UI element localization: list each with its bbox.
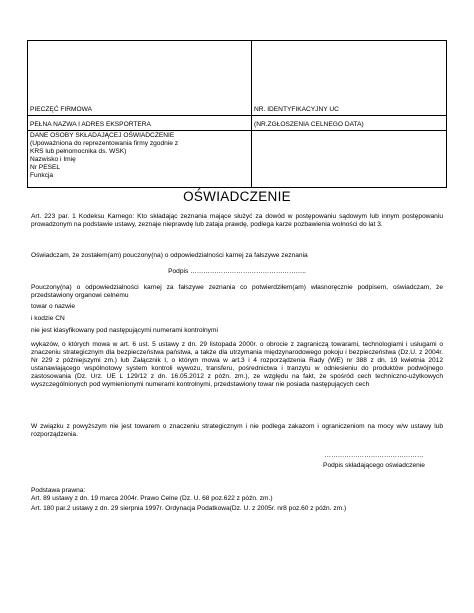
company-stamp-label: PIECZĘĆ FIRMOWA — [30, 106, 93, 113]
header-row-exporter — [28, 115, 446, 130]
customs-declaration-label: (NR.ZGŁOSZENIA CELNEGO DATA) — [254, 121, 364, 128]
article-intro: Art. 223 par. 1 Kodeksu Karnego: Kto składając zeznania mające służyć za dowód w postępowaniu sądowym lub innym postępowaniu prowadzonym na podstawie ustawy, zeznaje nieprawdę lub zataja prawdę, podlega karze pozbawienia wolności do lat 3. — [31, 213, 443, 228]
declarant-function-label: Funkcja — [30, 172, 54, 179]
exporter-cell — [28, 116, 252, 130]
declarant-heading: DANE OSOBY SKŁADAJĄCEJ OŚWIADCZENIE — [30, 132, 175, 139]
declarant-note-2: KRS lub pełnomocnika ds. WSK) — [30, 148, 127, 155]
identification-number-cell — [252, 41, 446, 115]
header-row-declarant — [28, 130, 446, 187]
header-row-stamp — [28, 41, 446, 115]
cn-code-label: i kodzie CN — [31, 315, 65, 322]
legal-basis-1: Art. 89 ustawy z dn. 19 marca 2004r. Prawo Celne (Dz. U. 68 poz.622 z późn. zm.) — [31, 495, 273, 502]
declaration-warned: Oświadczam, że zostałem(am) pouczony(na) o odpowiedzialności karnej za fałszywe zeznania — [31, 252, 308, 259]
declarant-cell — [28, 131, 252, 187]
declarant-name-label: Nazwisko i Imię — [30, 156, 76, 163]
not-classified-text: nie jest klasyfikowany pod następującymi numerami kontrolnymi — [31, 327, 218, 334]
header-table — [27, 40, 447, 188]
exporter-label: PEŁNA NAZWA I ADRES EKSPORTERA — [30, 121, 151, 128]
customs-declaration-cell — [252, 116, 446, 130]
declarant-note-1: (Upoważniona do reprezentowania firmy zgodnie z — [30, 140, 179, 147]
identification-number-label: NR. IDENTYFIKACYJNY UC — [254, 106, 339, 113]
signer-label: Podpis składającego oświadczenie — [323, 462, 425, 469]
declaration-confirm: Pouczony(na) o odpowiedzialności karnej za fałszywe zeznania co potwierdziłem(am) własnoręcznie podpisem, oświadczam, że przedstawiony organowi celnemu — [31, 284, 443, 299]
legal-basis-title: Podstawa prawna: — [31, 487, 86, 494]
legal-basis-2: Art. 180 par.2 ustawy z dn. 29 sierpnia 1997r. Ordynacja Podatkowa(Dz. U. z 2005r. nr8 poz.60 z późn. zm.) — [31, 505, 347, 512]
signature-field: Podpis …………………………………………….. — [168, 268, 306, 275]
goods-name-label: towar o nazwie — [31, 303, 75, 310]
company-stamp-cell — [28, 41, 252, 115]
conclusion-paragraph: W związku z powyższym nie jest towarem o znaczeniu strategicznym i nie podlega zakazom i ograniczeniom na mocy w/w ustawy lub rozporządzenia. — [31, 423, 443, 438]
document-title: OŚWIADCZENIE — [183, 189, 291, 204]
signer-dots: ……………………………………… — [324, 452, 424, 459]
declarant-pesel-label: Nr PESEL — [30, 164, 61, 171]
empty-cell — [252, 131, 446, 187]
controls-paragraph: wykazów, o których mowa w art. 6 ust. 5 ustawy z dn. 29 listopada 2000r. o obrocie z zagraniczą towarami, technologiami i usługami o znaczeniu strategicznym dla bezpieczeństwa państwa, a także dla utrzymania międzynarodowego pokoju i bezpieczeństwa (Dz.U. z 2004r. Nr 229 z późniejszymi zm.) lub Załącznik I, o którym mowa w art.3 i 4 rozporządzenia Rady (WE) nr 388 z dn. 19 kwietnia 2012 ustanawiającego wspólnotowy system kontroli wywozu, transferu, pośrednictwa i tranzytu w odniesieniu do produktów podwójnego zastosowania (Dz. Urz. UE L 129/12 z dn. 16.05.2012 z późn. zm.), ze względu na fakt, że spośród cech techniczno-użytkowych wyszczególnionych pod wymienionymi numerami kontrolnymi, przedstawiony towar nie posiada następujących cech — [31, 341, 443, 388]
